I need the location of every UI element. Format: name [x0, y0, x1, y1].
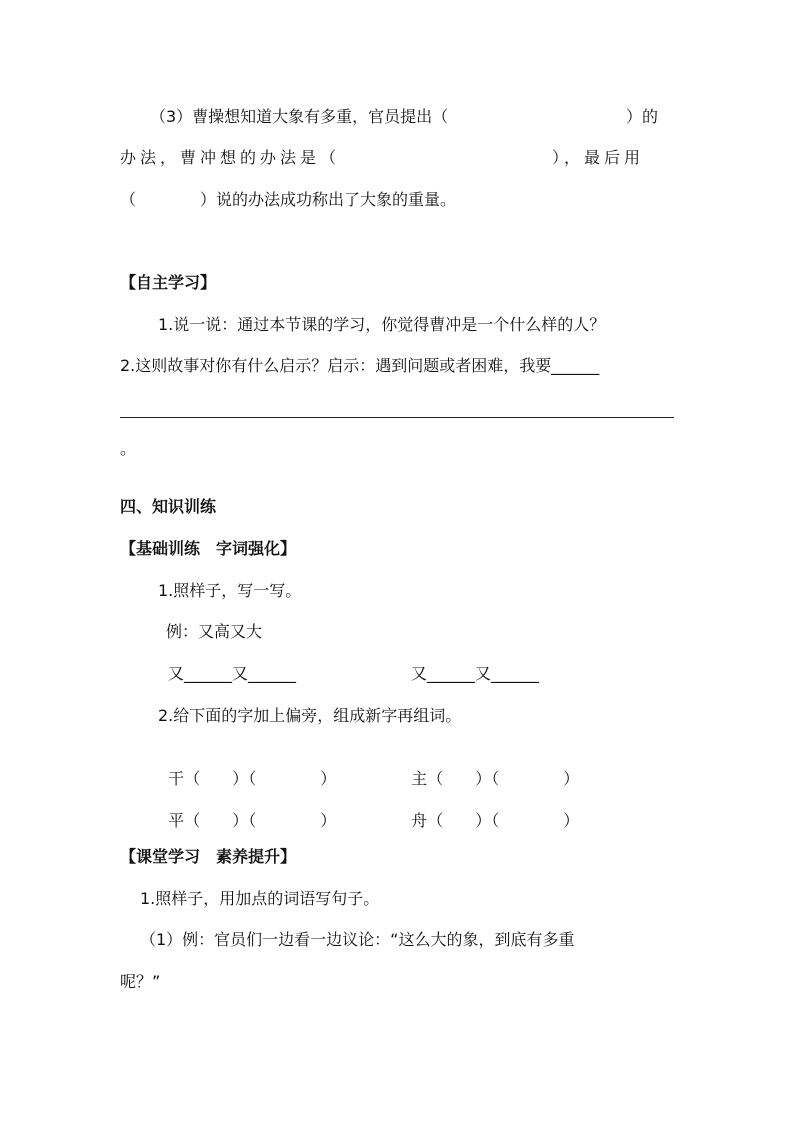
basic-example: 例：又高又大 [166, 622, 263, 641]
self-study-heading: 【自主学习】 [120, 273, 217, 292]
q3-line2-start: 办法，曹冲想的办法是（ [120, 148, 341, 167]
q3-line2-end: ），最后用 [552, 148, 645, 167]
classroom-example-line2: 呢？” [120, 972, 161, 991]
basic-training-heading: 【基础训练 字词强化】 [120, 539, 297, 558]
radical-blank: （ ） [184, 769, 249, 788]
word-blank: （ ） [491, 811, 580, 830]
q3-line3: （ ）说的办法成功称出了大象的重量。 [120, 190, 457, 209]
answer-end-mark: 。 [120, 439, 137, 458]
basic-task1: 1.照样子，写一写。 [158, 581, 302, 600]
char: 平 [168, 811, 185, 830]
char-item [401, 746, 579, 790]
q3-line1-end: ）的 [626, 107, 659, 126]
word-blank: （ ） [248, 769, 337, 788]
q3-line1-start: （3）曹操想知道大象有多重，官员提出（ [150, 107, 449, 126]
char-item [401, 788, 579, 832]
blank-right: 又______又______ [411, 664, 540, 683]
classroom-heading: 【课堂学习 素养提升】 [120, 847, 297, 866]
radical-blank: （ ） [427, 769, 492, 788]
blank-left: 又______又______ [168, 664, 297, 683]
char-item [158, 746, 336, 790]
section4-heading: 四、知识训练 [120, 497, 217, 516]
char: 主 [411, 769, 428, 788]
radical-blank: （ ） [184, 811, 249, 830]
self-study-q1: 1.说一说：通过本节课的学习，你觉得曹冲是一个什么样的人？ [158, 315, 606, 334]
classroom-task1: 1.照样子，用加点的词语写句子。 [140, 889, 380, 908]
char: 干 [168, 769, 185, 788]
radical-blank: （ ） [427, 811, 492, 830]
basic-task2: 2.给下面的字加上偏旁，组成新字再组词。 [158, 706, 462, 725]
self-study-q2: 2.这则故事对你有什么启示？启示：遇到问题或者困难，我要______ [120, 356, 600, 375]
answer-line [120, 417, 674, 418]
classroom-example-line1: （1）例：官员们一边看一边议论：“这么大的象，到底有多重 [140, 930, 575, 949]
char-item [158, 788, 336, 832]
char: 舟 [411, 811, 428, 830]
word-blank: （ ） [491, 769, 580, 788]
word-blank: （ ） [248, 811, 337, 830]
